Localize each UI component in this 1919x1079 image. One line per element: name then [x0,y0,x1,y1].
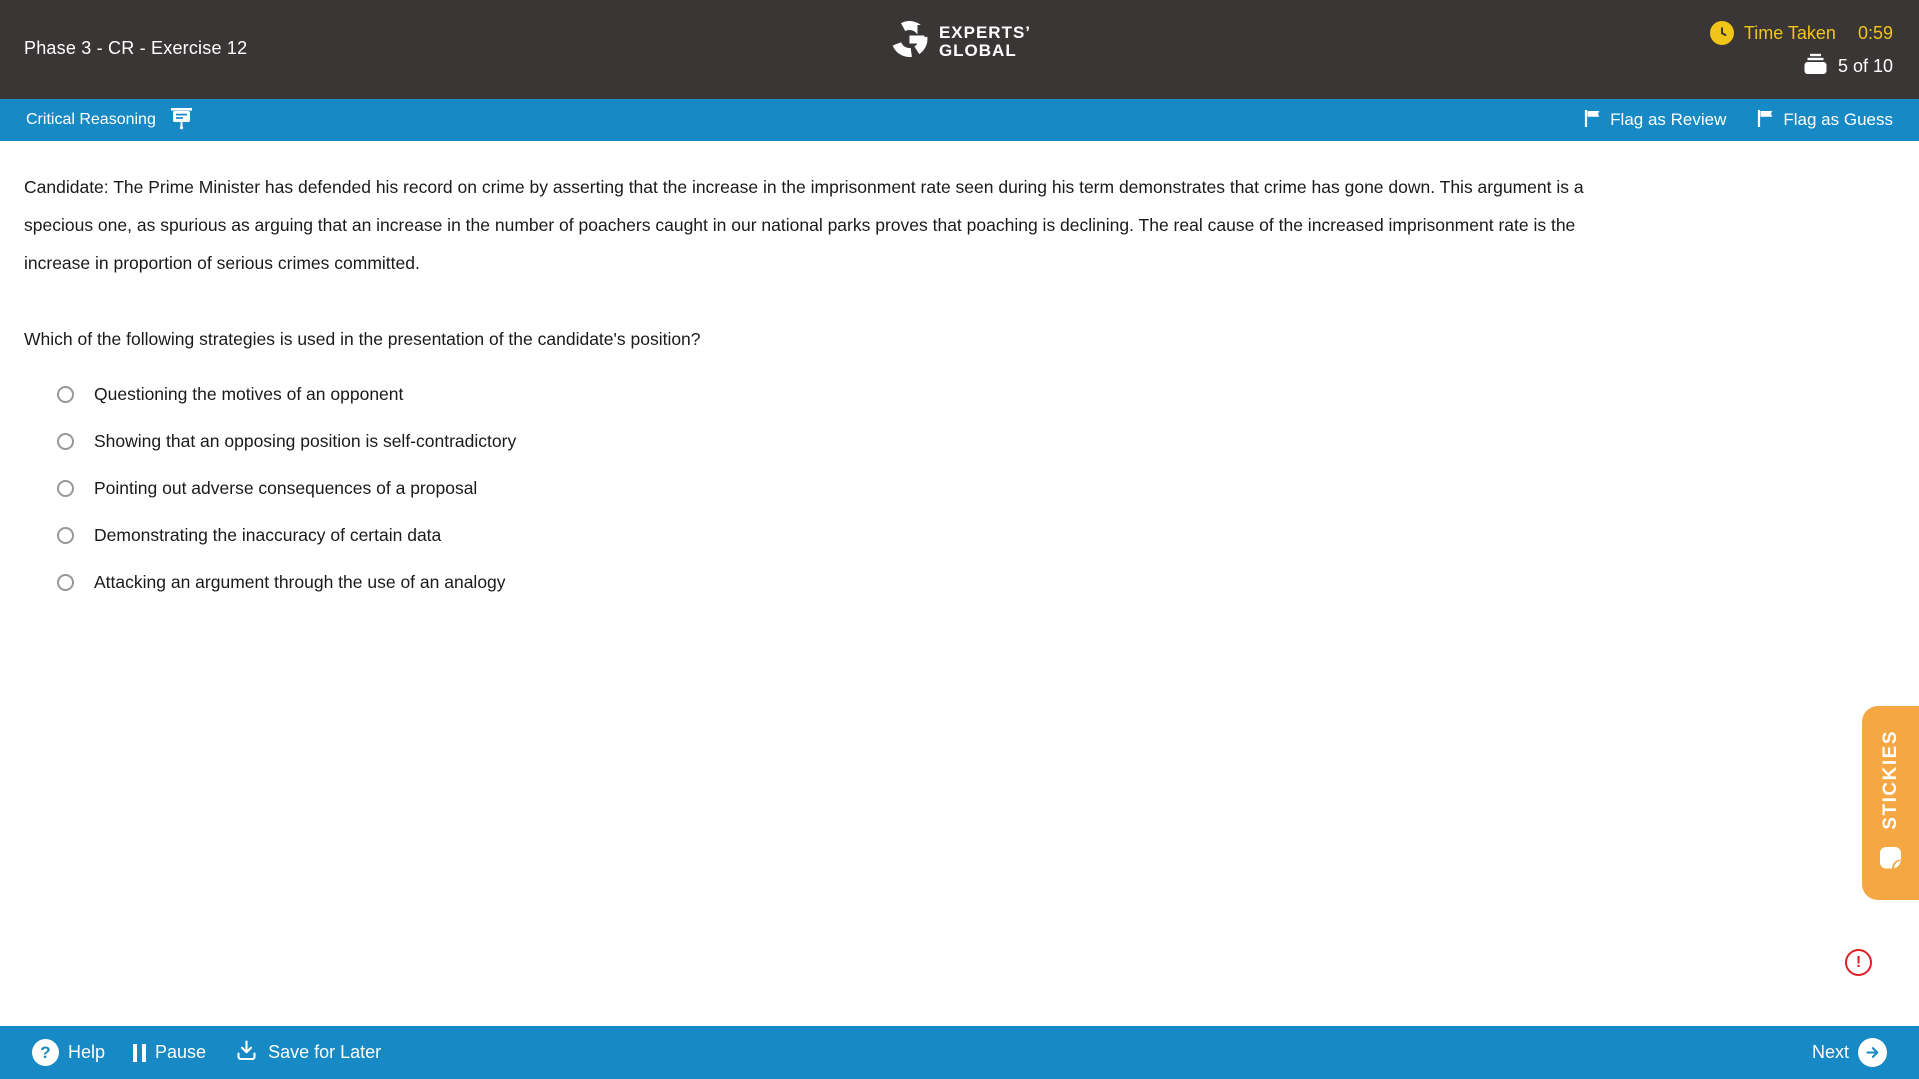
flag-as-guess-label: Flag as Guess [1783,110,1893,129]
flag-buttons [1583,108,1893,133]
exclamation-mark: ! [1855,953,1862,971]
option-label[interactable]: Demonstrating the inaccuracy of certain data [94,525,442,545]
answer-option-c[interactable] [57,476,1895,501]
help-icon: ? [32,1039,59,1066]
bottom-action-bar [0,1026,1919,1079]
pause-button[interactable] [133,1042,206,1063]
option-label[interactable]: Attacking an argument through the use of an analogy [94,572,506,592]
flag-as-review-button[interactable] [1583,108,1726,133]
arrow-right-icon [1858,1038,1887,1067]
logo-line-1: EXPERTS’ [938,22,1032,42]
exercise-title: Phase 3 - CR - Exercise 12 [24,38,248,58]
download-icon [234,1038,259,1068]
question-prompt: Which of the following strategies is used in the presentation of the candidate's position? [24,329,701,349]
answer-options [57,382,1895,595]
flag-as-review-label: Flag as Review [1610,110,1727,129]
pause-icon [133,1044,146,1062]
radio-button[interactable] [57,480,74,497]
flag-as-guess-button[interactable] [1756,108,1893,133]
radio-button[interactable] [57,386,74,403]
option-label[interactable]: Questioning the motives of an opponent [94,384,404,404]
stickies-tab[interactable] [1862,706,1919,900]
time-taken-value: 0:59 [1857,22,1893,43]
radio-button[interactable] [57,433,74,450]
time-taken [1710,21,1893,45]
help-label: Help [68,1042,106,1062]
section-bar [0,99,1919,141]
radio-button[interactable] [57,574,74,591]
answer-option-e[interactable] [57,570,1895,595]
stickies-label: STICKIES [1879,729,1901,830]
header-status-area [1710,21,1893,80]
logo-g-mark-icon [888,18,930,65]
next-button[interactable] [1812,1038,1887,1067]
logo-wordmark [939,24,1031,60]
sticky-note-icon [1877,844,1904,876]
footer-left-actions [32,1038,381,1068]
option-label[interactable]: Showing that an opposing position is self-contradictory [94,431,517,451]
next-label: Next [1811,1042,1849,1062]
answer-option-a[interactable] [57,382,1895,407]
clock-icon [1710,21,1734,45]
logo-line-2: GLOBAL [938,40,1017,60]
report-problem-icon[interactable] [1845,949,1872,976]
question-progress-label: 5 of 10 [1837,55,1893,76]
pause-label: Pause [155,1042,207,1062]
help-button[interactable] [32,1039,105,1066]
answer-option-b[interactable] [57,429,1895,454]
flag-icon [1756,108,1775,133]
question-passage: Candidate: The Prime Minister has defended his record on crime by asserting that the increase in the imprisonment rate seen during his term demonstrates that crime has gone down. This argument is a specious one, as spurious as arguing that an increase in the number of poachers caught in our national parks proves that poaching is declining. The real cause of the increased imprisonment rate is the increase in proportion of serious crimes committed. [24,177,1584,273]
presentation-board-icon[interactable] [170,106,193,135]
option-label[interactable]: Pointing out adverse consequences of a proposal [94,478,478,498]
save-for-later-label: Save for Later [268,1042,382,1062]
stack-icon [1803,52,1828,80]
time-taken-label: Time Taken [1743,22,1836,43]
question-area [0,141,1919,595]
answer-option-d[interactable] [57,523,1895,548]
section-label: Critical Reasoning [26,111,156,128]
radio-button[interactable] [57,527,74,544]
section-info [26,106,193,135]
question-progress [1803,52,1893,80]
experts-global-logo [888,18,1031,65]
top-header-bar [0,0,1919,99]
save-for-later-button[interactable] [234,1038,381,1068]
flag-icon [1583,108,1602,133]
